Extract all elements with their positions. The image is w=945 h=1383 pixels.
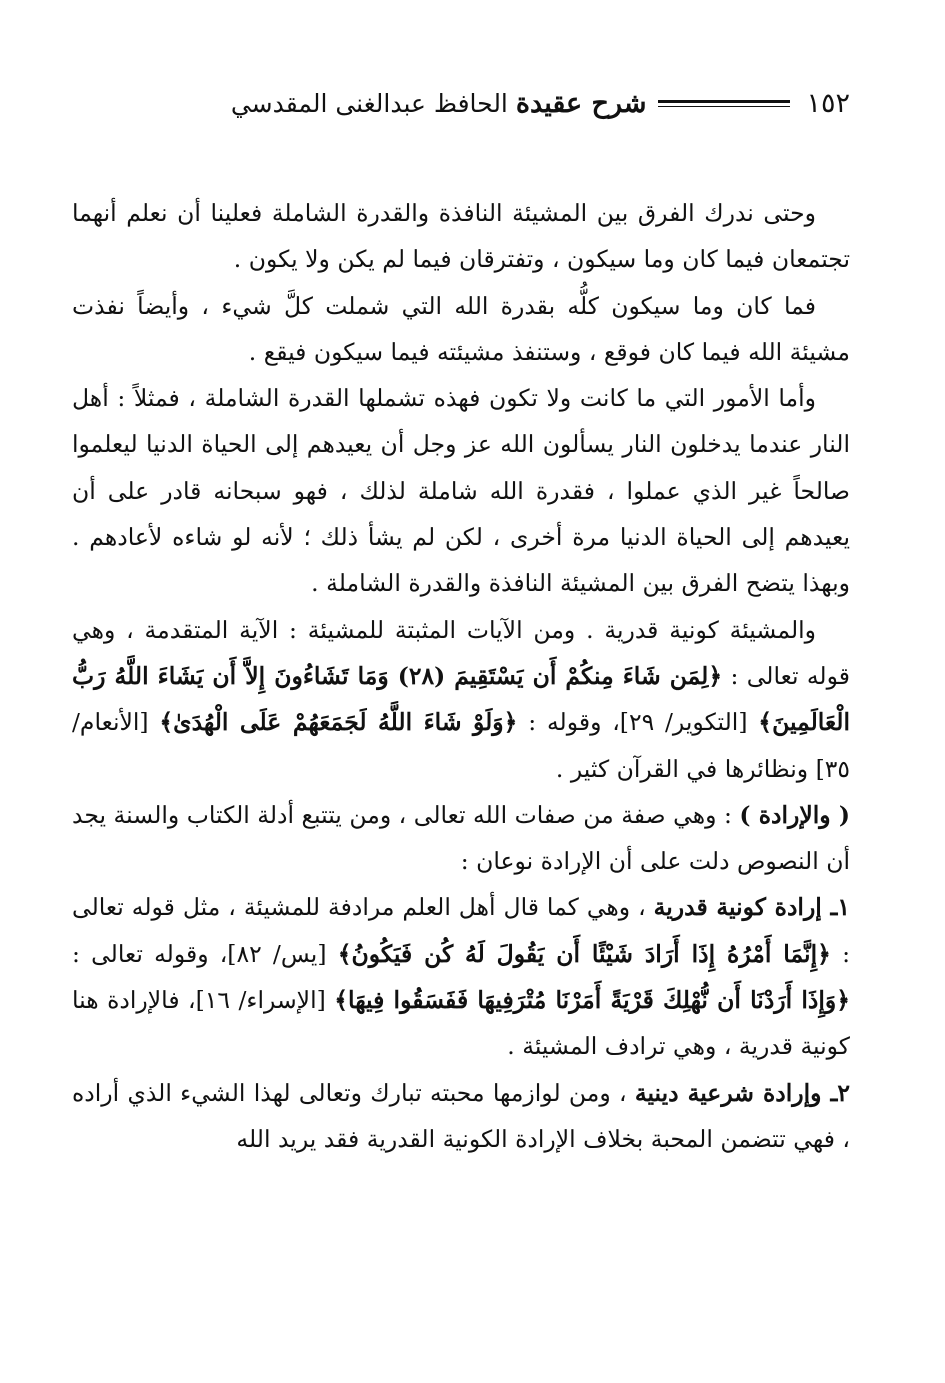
verse-reference: [يس/ ٨٢]، وقوله تعالى : — [72, 939, 327, 968]
paragraph-7 — [72, 1070, 850, 1163]
paragraph-1: وحتى ندرك الفرق بين المشيئة النافذة والقدرة الشاملة فعلينا أن نعلم أنهما تجتمعان فيما كان وما سيكون ، وتفترقان فيما لم يكن ولا يكون . — [72, 199, 850, 274]
paragraph-4 — [72, 607, 850, 792]
body-text — [72, 190, 850, 1162]
page-number: ١٥٢ — [806, 87, 850, 119]
paragraph-3: وأما الأمور التي ما كانت ولا تكون فهذه تشملها القدرة الشاملة ، فمثلاً : أهل النار عندما يدخلون النار يسألون الله عز وجل أن يعيدهم إلى الحياة الدنيا ليعلموا صالحاً غير الذي عملوا ، فقدرة الله شاملة لذلك ، فهو سبحانه قادر على أن يعيدهم إلى الحياة الدنيا مرة أخرى ، لكن لم يشأ ذلك ؛ لأنه لو شاءه لأعادهم . وبهذا يتضح الفرق بين المشيئة النافذة والقدرة الشاملة . — [72, 384, 850, 598]
paragraph-6-text: ، وهي كما قال أهل العلم مرادفة للمشيئة ، مثل قوله تعالى : — [72, 893, 850, 968]
book-title — [231, 88, 647, 119]
book-title-bold: شرح عقيدة — [515, 87, 647, 119]
verse-reference: [الإسراء/ ١٦]، فالإرادة هنا كونية قدرية ، وهي ترادف المشيئة . — [72, 986, 850, 1061]
page-header — [64, 78, 850, 128]
verse-reference: [الأنعام/ ٣٥] ونظائرها في القرآن كثير . — [72, 708, 850, 783]
paragraph-5 — [72, 792, 850, 885]
header-rule — [658, 100, 790, 107]
quran-verse: ﴿لِمَن شَاءَ مِنكُمْ أَن يَسْتَقِيمَ (٢٨) وَمَا تَشَاءُونَ إِلاَّ أَن يَشَاءَ اللَّهُ رَبُّ الْعَالَمِينَ﴾ — [72, 661, 850, 737]
quran-verse: ﴿وَلَوْ شَاءَ اللَّهُ لَجَمَعَهُمْ عَلَى الْهُدَىٰ﴾ — [159, 708, 518, 737]
book-title-rest: الحافظ عبدالغنى المقدسي — [230, 88, 508, 118]
paragraph-7-heading: ٢ـ وإرادة شرعية دينية — [634, 1078, 850, 1107]
paragraph-2: فما كان وما سيكون كلُّه بقدرة الله التي شملت كلَّ شيء ، وأيضاً نفذت مشيئة الله فيما كان فوقع ، وستنفذ مشيئته فيما سيكون فيقع . — [72, 291, 850, 366]
paragraph-7-text: ، ومن لوازمها محبته تبارك وتعالى لهذا الشيء الذي أراده ، فهي تتضمن المحبة بخلاف الإرادة الكونية القدرية فقد يريد الله — [72, 1078, 850, 1153]
paragraph-5-heading: ( والإرادة ) — [739, 800, 850, 829]
paragraph-6-heading: ١ـ إرادة كونية قدرية — [653, 893, 851, 922]
quran-verse: ﴿إِنَّمَا أَمْرُهُ إِذَا أَرَادَ شَيْئًا أَن يَقُولَ لَهُ كُن فَيَكُونُ﴾ — [337, 939, 831, 968]
paragraph-5-text: : وهي صفة من صفات الله تعالى ، ومن يتتبع أدلة الكتاب والسنة يجد أن النصوص دلت على أن الإرادة نوعان : — [72, 800, 850, 876]
verse-reference: [التكوير/ ٢٩]، وقوله : — [528, 708, 748, 737]
paragraph-4-intro: والمشيئة كونية قدرية . ومن الآيات المثبتة للمشيئة : الآية المتقدمة ، وهي قوله تعالى : — [72, 615, 850, 690]
quran-verse: ﴿وَإِذَا أَرَدْنَا أَن نُّهْلِكَ قَرْيَةً أَمَرْنَا مُتْرَفِيهَا فَفَسَقُوا فِيهَا﴾ — [334, 986, 850, 1015]
paragraph-6 — [72, 884, 850, 1069]
